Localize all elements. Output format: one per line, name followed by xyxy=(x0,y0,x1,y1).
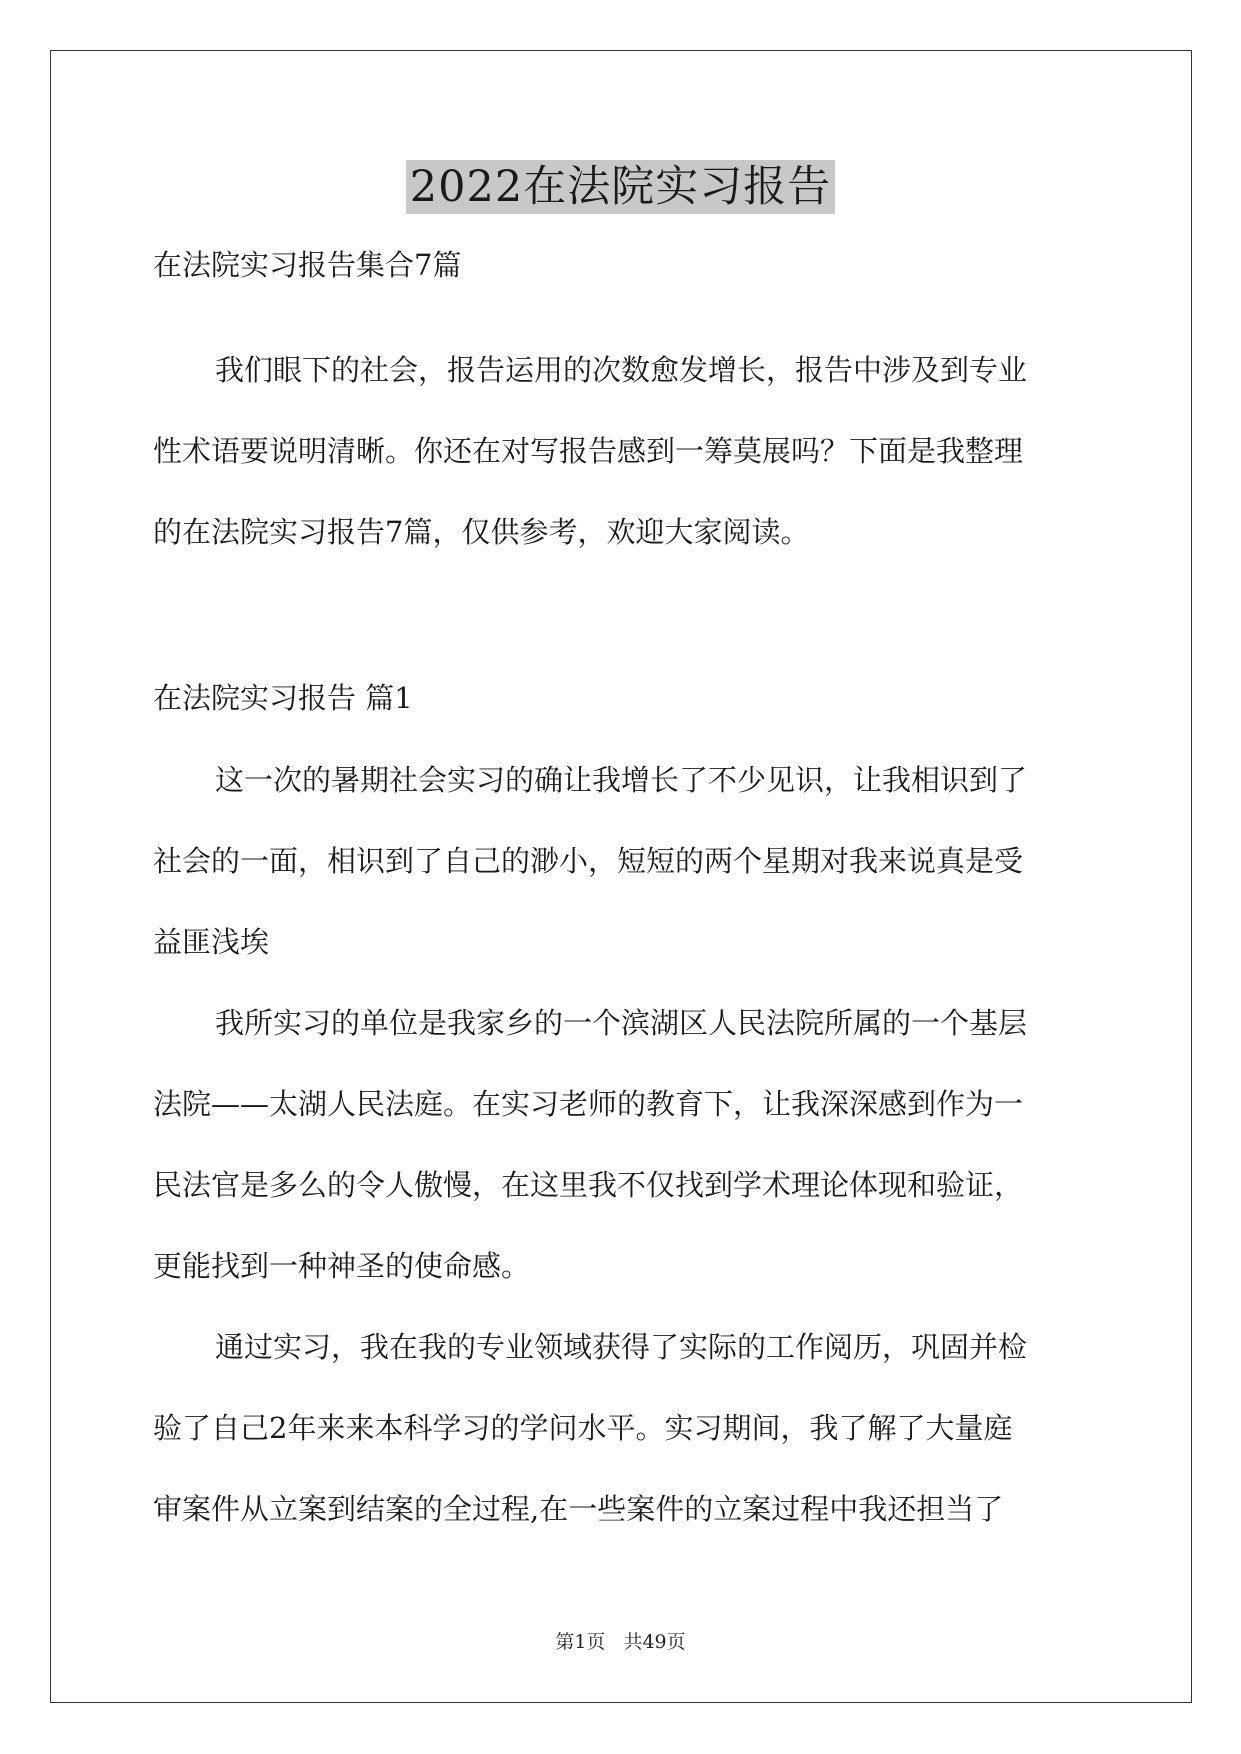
intro-line: 的在法院实习报告7篇，仅供参考，欢迎大家阅读。 xyxy=(153,515,810,549)
paragraph1-line: 社会的一面，相识到了自己的渺小，短短的两个星期对我来说真是受 xyxy=(153,844,1024,878)
document-subtitle: 在法院实习报告集合7篇 xyxy=(153,248,462,282)
title-container xyxy=(0,160,1241,214)
page-number: 第1页 xyxy=(555,1631,606,1653)
paragraph3-line: 验了自己2年来来本科学习的学问水平。实习期间，我了解了大量庭 xyxy=(153,1411,1013,1445)
document-title: 2022在法院实习报告 xyxy=(406,160,835,214)
paragraph1-line: 这一次的暑期社会实习的确让我增长了不少见识，让我相识到了 xyxy=(215,763,1028,797)
intro-line: 我们眼下的社会，报告运用的次数愈发增长，报告中涉及到专业 xyxy=(215,353,1028,387)
paragraph2-line: 我所实习的单位是我家乡的一个滨湖区人民法院所属的一个基层 xyxy=(215,1006,1028,1040)
section-heading: 在法院实习报告 篇1 xyxy=(153,681,413,715)
paragraph2-line: 法院——太湖人民法庭。在实习老师的教育下，让我深深感到作为一 xyxy=(153,1087,1024,1121)
paragraph2-line: 更能找到一种神圣的使命感。 xyxy=(153,1249,531,1283)
paragraph3-line: 审案件从立案到结案的全过程,在一些案件的立案过程中我还担当了 xyxy=(153,1492,1004,1526)
paragraph1-line: 益匪浅埃 xyxy=(153,925,270,959)
intro-line: 性术语要说明清晰。你还在对写报告感到一筹莫展吗？下面是我整理 xyxy=(153,434,1024,468)
page-footer xyxy=(0,1630,1241,1654)
paragraph3-line: 通过实习，我在我的专业领域获得了实际的工作阅历，巩固并检 xyxy=(215,1330,1028,1364)
paragraph2-line: 民法官是多么的令人傲慢，在这里我不仅找到学术理论体现和验证， xyxy=(153,1168,1024,1202)
page-total: 共49页 xyxy=(623,1631,686,1653)
